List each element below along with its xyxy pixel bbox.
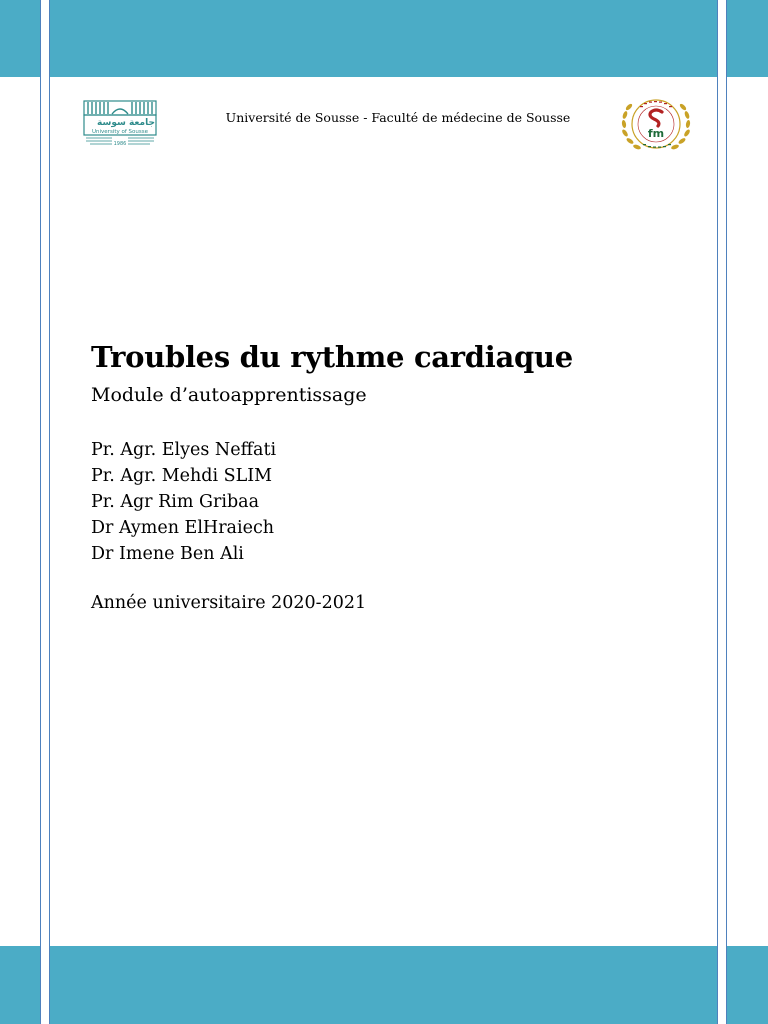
logo-latin-text: University of Sousse xyxy=(92,129,148,135)
logo-arabic-text: جامعة سوسة xyxy=(97,118,155,128)
top-band-center xyxy=(50,0,717,77)
frame-line xyxy=(717,0,718,1024)
bottom-band-left xyxy=(0,946,40,1024)
seal-letters: fm xyxy=(647,127,665,140)
author-item: Dr Aymen ElHraiech xyxy=(91,518,275,538)
author-item: Pr. Agr. Elyes Neffati xyxy=(91,440,277,460)
faculty-logo xyxy=(616,94,696,156)
academic-year: Année universitaire 2020-2021 xyxy=(91,593,367,613)
institution-header: Université de Sousse - Faculté de médecine de Sousse xyxy=(225,110,571,125)
author-item: Dr Imene Ben Ali xyxy=(91,544,244,564)
author-item: Pr. Agr. Mehdi SLIM xyxy=(91,466,273,486)
bottom-band-right xyxy=(727,946,768,1024)
document-subtitle: Module d’autoapprentissage xyxy=(91,384,367,406)
bottom-band-center xyxy=(50,946,717,1024)
frame-line xyxy=(40,0,41,1024)
author-item: Pr. Agr Rim Gribaa xyxy=(91,492,260,512)
faculty-seal-icon xyxy=(616,94,696,156)
top-band-left xyxy=(0,0,40,77)
frame-line xyxy=(49,0,50,1024)
top-band-right xyxy=(727,0,768,77)
frame-line xyxy=(726,0,727,1024)
document-title: Troubles du rythme cardiaque xyxy=(91,340,573,374)
university-logo xyxy=(82,100,158,152)
logo-year: 1986 xyxy=(113,141,127,147)
university-of-sousse-logo-icon xyxy=(82,100,158,152)
authors-list xyxy=(91,437,276,567)
